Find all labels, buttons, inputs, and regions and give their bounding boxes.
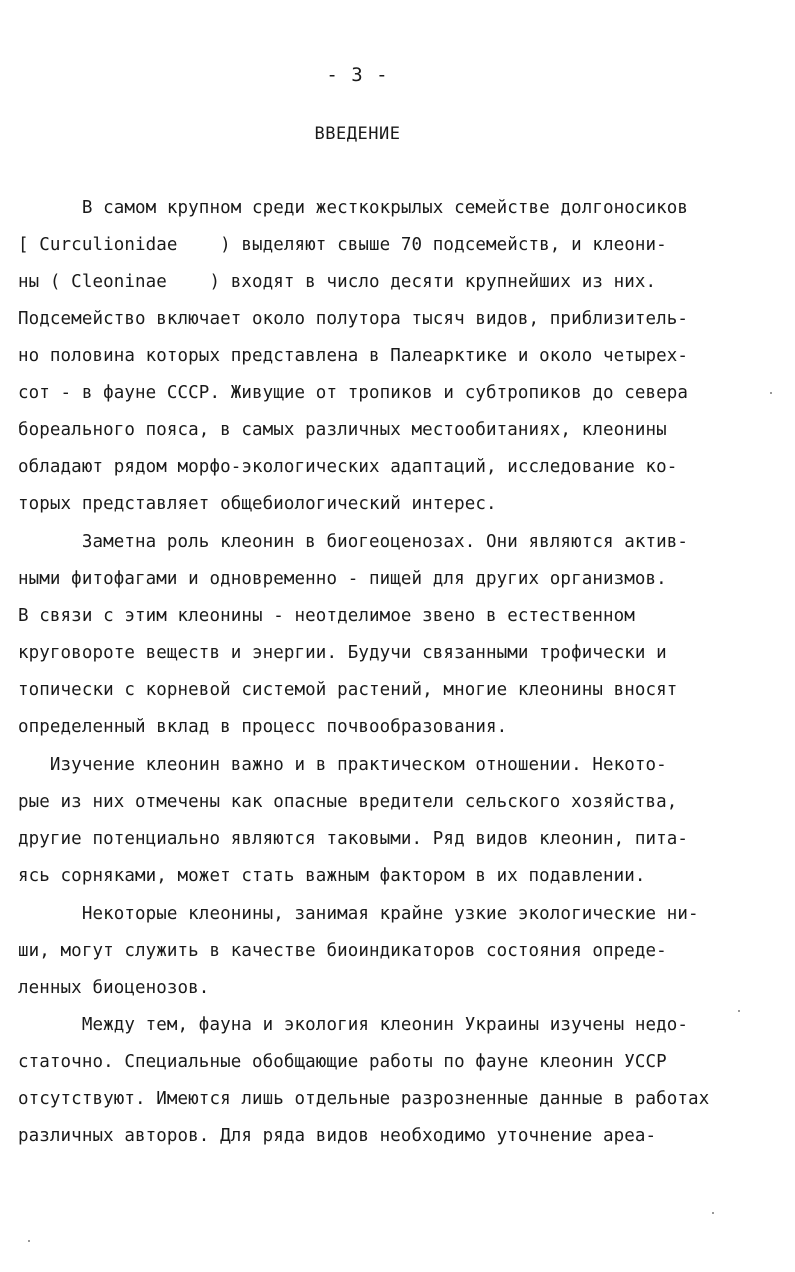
text-line: ши, могут служить в качестве биоиндикаторов состояния опреде- (18, 941, 667, 961)
text-line: различных авторов. Для ряда видов необходимо уточнение ареа- (18, 1126, 657, 1146)
text-line: Изучение клеонин важно и в практическом отношении. Некото- (18, 755, 667, 775)
text-line: Подсемейство включает около полутора тысяч видов, приблизитель- (18, 309, 689, 329)
text-line: статочно. Специальные обобщающие работы по фауне клеонин УССР (18, 1052, 667, 1072)
text-line: определенный вклад в процесс почвообразования. (18, 717, 508, 737)
text-line: ны ( Cleoninae ) входят в число десяти крупнейших из них. (18, 272, 657, 292)
text-line: Заметна роль клеонин в биогеоценозах. Они являются актив- (18, 532, 689, 552)
text-line: В связи с этим клеонины - неотделимое звено в естественном (18, 606, 635, 626)
scan-speck (738, 1010, 740, 1012)
text-line: В самом крупном среди жесткокрылых семействе долгоносиков (18, 198, 689, 218)
text-line: но половина которых представлена в Палеарктике и около четырех- (18, 346, 689, 366)
text-line: [ Curculionidae ) выделяют свыше 70 подсемейств, и клеони- (18, 235, 667, 255)
text-line: топически с корневой системой растений, многие клеонины вносят (18, 680, 678, 700)
text-line: обладают рядом морфо-экологических адаптаций, исследование ко- (18, 457, 678, 477)
text-line: ясь сорняками, может стать важным фактором в их подавлении. (18, 866, 646, 886)
text-line: ленных биоценозов. (18, 978, 210, 998)
text-line: торых представляет общебиологический интерес. (18, 494, 497, 514)
scan-speck (28, 1240, 30, 1242)
text-line: Между тем, фауна и экология клеонин Украины изучены недо- (18, 1015, 689, 1035)
section-title: ВВЕДЕНИЕ (314, 124, 401, 144)
text-line: сот - в фауне СССР. Живущие от тропиков и субтропиков до севера (18, 383, 689, 403)
text-line: бореального пояса, в самых различных местообитаниях, клеонины (18, 420, 667, 440)
page-number: - 3 - (326, 64, 389, 86)
text-line: круговороте веществ и энергии. Будучи связанными трофически и (18, 643, 667, 663)
text-line: ными фитофагами и одновременно - пищей для других организмов. (18, 569, 667, 589)
text-line: рые из них отмечены как опасные вредители сельского хозяйства, (18, 792, 678, 812)
scan-speck (770, 392, 772, 394)
scan-speck (712, 1212, 714, 1214)
text-line: Некоторые клеонины, занимая крайне узкие экологические ни- (18, 904, 699, 924)
text-line: отсутствуют. Имеются лишь отдельные разрозненные данные в работах (18, 1089, 710, 1109)
text-line: другие потенциально являются таковыми. Ряд видов клеонин, пита- (18, 829, 689, 849)
